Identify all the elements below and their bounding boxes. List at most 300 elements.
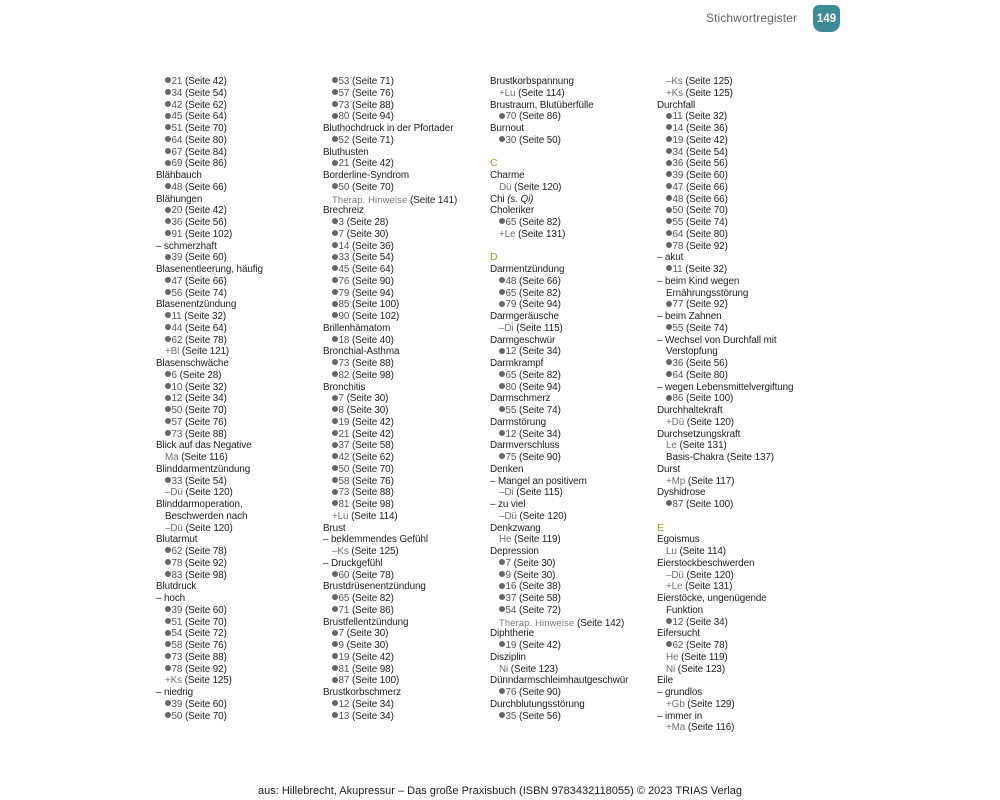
acupoint-bullet-icon <box>332 677 338 683</box>
page-reference: (Seite 119) <box>514 534 561 546</box>
acupoint-bullet-icon <box>165 254 171 260</box>
meridian-reference <box>490 323 657 335</box>
page-reference: (Seite 100) <box>685 499 734 510</box>
page-reference: (Seite 72) <box>518 604 561 616</box>
page-reference: (Seite 34) <box>518 346 561 358</box>
acupoint-reference <box>657 123 824 135</box>
meridian-reference <box>657 699 824 711</box>
index-subentry <box>490 499 657 511</box>
index-entry <box>323 382 490 394</box>
acupoint-number: 21 <box>171 76 183 87</box>
meridian-code: He <box>666 651 679 663</box>
acupoint-reference <box>657 640 824 652</box>
entry-term: Depression <box>490 546 539 557</box>
acupoint-number: 18 <box>338 334 350 346</box>
acupoint-bullet-icon <box>666 148 672 154</box>
acupoint-number: 90 <box>338 311 350 322</box>
meridian-reference <box>657 570 824 582</box>
page-reference: (Seite 86) <box>351 604 394 616</box>
index-entry <box>156 464 323 476</box>
entry-term: Dünndarmschleimhautgeschwür <box>490 675 629 687</box>
acupoint-bullet-icon <box>165 700 171 706</box>
acupoint-number: 39 <box>171 604 183 616</box>
entry-term: Darmentzündung <box>490 264 565 275</box>
index-entry-continuation <box>657 288 824 300</box>
meridian-reference <box>657 440 824 452</box>
index-entry <box>156 499 323 511</box>
page-reference: (Seite 64) <box>351 264 394 275</box>
acupoint-reference <box>323 570 490 582</box>
acupoint-bullet-icon <box>499 430 505 436</box>
meridian-reference <box>657 581 824 593</box>
entry-term: Eile <box>657 675 674 687</box>
index-entry <box>490 205 657 217</box>
index-entry <box>156 440 323 452</box>
page-reference: (Seite 64) <box>184 111 227 123</box>
page-reference: (Seite 30) <box>513 557 556 569</box>
acupoint-bullet-icon <box>332 571 338 577</box>
page-reference: (Seite 36) <box>685 123 728 134</box>
acupoint-bullet-icon <box>165 406 171 412</box>
meridian-reference <box>490 88 657 100</box>
section-letter: D <box>490 251 498 264</box>
acupoint-bullet-icon <box>165 547 171 553</box>
page-reference: (Seite 102) <box>184 228 233 240</box>
acupoint-number: 55 <box>672 322 684 334</box>
index-entry <box>490 335 657 347</box>
page-reference: (Seite 98) <box>184 569 227 581</box>
acupoint-bullet-icon <box>499 348 505 354</box>
acupoint-bullet-icon <box>165 630 171 636</box>
acupoint-bullet-icon <box>666 641 672 647</box>
meridian-code: Dü <box>499 181 512 193</box>
page-reference: (Seite 76) <box>351 475 394 487</box>
acupoint-reference <box>156 429 323 441</box>
acupoint-bullet-icon <box>165 665 171 671</box>
page-reference: (Seite 74) <box>685 322 728 334</box>
acupoint-reference <box>156 288 323 300</box>
acupoint-reference <box>657 617 824 629</box>
meridian-reference <box>323 511 490 523</box>
index-subentry <box>657 276 824 288</box>
acupoint-bullet-icon <box>332 336 338 342</box>
acupoint-bullet-icon <box>165 618 171 624</box>
page-reference: (Seite 90) <box>351 275 394 287</box>
acupoint-bullet-icon <box>332 430 338 436</box>
page-reference: (Seite 120) <box>686 569 734 581</box>
index-entry <box>156 194 323 206</box>
section-letter: C <box>490 157 498 170</box>
entry-term: Blähungen <box>156 193 203 205</box>
acupoint-bullet-icon <box>165 101 171 107</box>
acupoint-number: 76 <box>338 275 350 287</box>
page-reference: (Seite 76) <box>351 87 394 99</box>
acupoint-bullet-icon <box>332 160 338 166</box>
acupoint-bullet-icon <box>499 383 505 389</box>
acupoint-number: 80 <box>505 381 517 393</box>
index-entry <box>490 417 657 429</box>
page-reference: (Seite 119) <box>681 651 728 663</box>
acupoint-bullet-icon <box>165 430 171 436</box>
acupoint-bullet-icon <box>499 688 505 694</box>
acupoint-bullet-icon <box>666 265 672 271</box>
page-reference: (Seite 62) <box>351 452 394 463</box>
acupoint-number: 78 <box>672 240 684 252</box>
acupoint-bullet-icon <box>165 113 171 119</box>
acupoint-bullet-icon <box>165 653 171 659</box>
page-reference: (Seite 34) <box>685 616 728 628</box>
acupoint-number: 36 <box>672 358 684 369</box>
acupoint-bullet-icon <box>165 477 171 483</box>
acupoint-reference <box>490 370 657 382</box>
subentry-term: – wegen Lebensmittelvergiftung <box>657 381 794 393</box>
acupoint-reference <box>156 88 323 100</box>
page-reference: (Seite 88) <box>184 428 227 440</box>
page-reference: (Seite 70) <box>184 123 227 134</box>
acupoint-number: 50 <box>171 710 183 722</box>
meridian-reference <box>657 664 824 676</box>
page-reference: (Seite 28) <box>179 369 222 381</box>
acupoint-bullet-icon <box>499 559 505 565</box>
page-reference: (Seite 34) <box>351 698 394 710</box>
entry-term: Diphtherie <box>490 628 535 640</box>
index-entry <box>490 628 657 640</box>
acupoint-reference <box>156 229 323 241</box>
page-reference: (Seite 120) <box>185 522 233 534</box>
acupoint-bullet-icon <box>666 395 672 401</box>
acupoint-bullet-icon <box>165 712 171 718</box>
acupoint-number: 51 <box>171 616 183 628</box>
acupoint-number: 19 <box>505 640 517 651</box>
acupoint-reference <box>657 241 824 253</box>
acupoint-bullet-icon <box>666 324 672 330</box>
meridian-code: +Ks <box>666 87 683 99</box>
acupoint-number: 12 <box>672 616 684 628</box>
index-entry <box>323 123 490 135</box>
page-reference: (Seite 60) <box>184 698 227 710</box>
acupoint-bullet-icon <box>666 218 672 224</box>
page-reference: (Seite 76) <box>184 640 227 651</box>
acupoint-reference <box>657 217 824 229</box>
acupoint-reference <box>156 182 323 194</box>
acupoint-reference <box>490 687 657 699</box>
entry-term: Dyshidrose <box>657 487 706 499</box>
page-reference: (Seite 30) <box>346 628 389 640</box>
index-entry <box>156 299 323 311</box>
acupoint-reference <box>657 194 824 206</box>
meridian-reference <box>657 722 824 734</box>
acupoint-reference <box>156 252 323 264</box>
acupoint-reference <box>323 711 490 723</box>
page-reference: (Seite 92) <box>184 663 227 675</box>
index-subentry <box>657 335 824 347</box>
index-subentry <box>323 534 490 546</box>
entry-term: Bronchitis <box>323 381 366 393</box>
acupoint-reference <box>156 311 323 323</box>
acupoint-reference <box>490 429 657 441</box>
meridian-reference <box>156 346 323 358</box>
acupoint-number: 81 <box>338 663 350 675</box>
page-reference: (Seite 86) <box>518 111 561 123</box>
page-reference: (Seite 94) <box>518 299 561 311</box>
acupoint-number: 54 <box>171 628 183 640</box>
acupoint-reference <box>323 276 490 288</box>
entry-term: Denken <box>490 463 524 475</box>
acupoint-reference <box>323 370 490 382</box>
acupoint-bullet-icon <box>165 207 171 213</box>
page-reference: (Seite 78) <box>184 546 227 557</box>
meridian-code: –Ks <box>332 546 349 557</box>
page-reference: (Seite 88) <box>184 651 227 663</box>
index-column <box>490 76 657 722</box>
continuation-text: Beschwerden nach <box>165 510 248 522</box>
acupoint-bullet-icon <box>332 395 338 401</box>
acupoint-reference <box>323 252 490 264</box>
acupoint-reference <box>156 205 323 217</box>
acupoint-reference <box>490 711 657 723</box>
page-reference: (Seite 92) <box>685 240 728 252</box>
page-reference: (Seite 42) <box>351 428 394 440</box>
acupoint-bullet-icon <box>165 571 171 577</box>
acupoint-reference <box>156 652 323 664</box>
page-reference: (Seite 80) <box>184 134 227 146</box>
meridian-code: +Lu <box>499 87 516 99</box>
acupoint-number: 12 <box>171 393 183 405</box>
page-reference: (Seite 30) <box>346 640 389 651</box>
index-entry <box>657 534 824 546</box>
acupoint-number: 34 <box>672 146 684 158</box>
entry-term: Darmschmerz <box>490 393 551 405</box>
page-reference: (Seite 70) <box>351 463 394 475</box>
acupoint-reference <box>323 487 490 499</box>
acupoint-bullet-icon <box>332 489 338 495</box>
acupoint-number: 42 <box>338 452 350 463</box>
acupoint-bullet-icon <box>666 113 672 119</box>
acupoint-bullet-icon <box>165 136 171 142</box>
acupoint-reference <box>156 546 323 558</box>
letter-heading <box>490 252 657 264</box>
acupoint-reference <box>490 299 657 311</box>
page-reference: (Seite 116) <box>181 452 228 463</box>
meridian-code: –Di <box>499 322 514 334</box>
acupoint-reference <box>156 76 323 88</box>
acupoint-bullet-icon <box>165 641 171 647</box>
acupoint-bullet-icon <box>332 254 338 260</box>
index-entry <box>490 440 657 452</box>
page-reference: (Seite 117) <box>687 475 735 487</box>
subentry-term: – schmerzhaft <box>156 240 217 252</box>
index-subentry <box>156 593 323 605</box>
acupoint-number: 19 <box>672 134 684 146</box>
acupoint-number: 73 <box>171 428 183 440</box>
page-reference: (Seite 131) <box>685 581 733 593</box>
page-reference: (Seite 123) <box>510 663 559 675</box>
acupoint-number: 21 <box>338 428 350 440</box>
acupoint-reference <box>156 617 323 629</box>
acupoint-reference <box>323 640 490 652</box>
page-reference: (Seite 76) <box>184 416 227 428</box>
entry-term: Brustdrüsenentzündung <box>323 581 426 593</box>
entry-term: Blasenentzündung <box>156 299 237 311</box>
acupoint-reference <box>156 664 323 676</box>
acupoint-reference <box>490 570 657 582</box>
entry-term: Blick auf das Negative <box>156 440 252 452</box>
acupoint-bullet-icon <box>666 171 672 177</box>
acupoint-number: 91 <box>171 228 183 240</box>
meridian-reference <box>490 511 657 523</box>
entry-term: Blinddarmoperation, <box>156 499 243 510</box>
entry-term: Burnout <box>490 123 524 134</box>
acupoint-number: 3 <box>338 217 344 228</box>
page-reference: (Seite 125) <box>184 675 232 687</box>
acupoint-number: 45 <box>338 264 350 275</box>
acupoint-reference <box>490 558 657 570</box>
page-reference: (Seite 42) <box>685 134 728 146</box>
acupoint-reference <box>323 664 490 676</box>
meridian-reference <box>156 675 323 687</box>
acupoint-reference <box>490 111 657 123</box>
acupoint-number: 57 <box>171 416 183 428</box>
acupoint-reference <box>156 711 323 723</box>
page-reference: (Seite 50) <box>518 134 561 146</box>
acupoint-reference <box>323 288 490 300</box>
page-reference: (Seite 71) <box>351 134 394 146</box>
acupoint-reference <box>490 276 657 288</box>
entry-term: Blasenentleerung, häufig <box>156 264 263 275</box>
index-entry <box>490 194 657 206</box>
page-reference: (Seite 82) <box>518 369 561 381</box>
acupoint-number: 77 <box>672 299 684 311</box>
acupoint-number: 20 <box>171 205 183 217</box>
page-reference: (Seite 70) <box>685 205 728 217</box>
acupoint-reference <box>657 229 824 241</box>
index-entry <box>657 558 824 570</box>
spacer <box>657 511 824 523</box>
index-entry <box>490 123 657 135</box>
acupoint-reference <box>490 452 657 464</box>
index-entry <box>323 617 490 629</box>
therapy-reference <box>323 194 490 206</box>
page-reference: (Seite 80) <box>685 228 728 240</box>
acupoint-reference <box>323 76 490 88</box>
acupoint-bullet-icon <box>499 594 505 600</box>
acupoint-number: 48 <box>171 181 183 193</box>
entry-term: Chi <box>490 193 505 205</box>
page-reference: (Seite 58) <box>351 440 394 452</box>
acupoint-bullet-icon <box>499 406 505 412</box>
index-entry <box>490 76 657 88</box>
acupoint-reference <box>156 476 323 488</box>
acupoint-bullet-icon <box>332 418 338 424</box>
acupoint-number: 19 <box>338 416 350 428</box>
page-reference: (Seite 94) <box>351 287 394 299</box>
acupoint-bullet-icon <box>332 477 338 483</box>
acupoint-reference <box>156 605 323 617</box>
index-entry <box>657 429 824 441</box>
acupoint-reference <box>323 158 490 170</box>
acupoint-number: 14 <box>338 240 350 252</box>
meridian-code: +Le <box>499 228 516 240</box>
index-entry <box>156 358 323 370</box>
meridian-code: +Ma <box>666 722 686 734</box>
acupoint-bullet-icon <box>332 594 338 600</box>
page-reference: (Seite 66) <box>184 275 227 287</box>
entry-term: Blutdruck <box>156 581 197 593</box>
acupoint-bullet-icon <box>666 371 672 377</box>
acupoint-bullet-icon <box>332 359 338 365</box>
acupoint-bullet-icon <box>332 89 338 95</box>
acupoint-number: 50 <box>171 405 183 416</box>
acupoint-reference <box>490 382 657 394</box>
acupoint-number: 8 <box>338 405 344 416</box>
acupoint-reference <box>323 135 490 147</box>
acupoint-number: 33 <box>171 475 183 487</box>
acupoint-reference <box>156 570 323 582</box>
acupoint-reference <box>156 370 323 382</box>
acupoint-reference <box>156 628 323 640</box>
meridian-code: Lu <box>666 546 677 557</box>
meridian-reference <box>156 487 323 499</box>
acupoint-bullet-icon <box>332 289 338 295</box>
acupoint-bullet-icon <box>499 571 505 577</box>
acupoint-reference <box>323 499 490 511</box>
acupoint-number: 87 <box>672 499 684 510</box>
acupoint-reference <box>490 640 657 652</box>
index-entry-continuation <box>657 605 824 617</box>
acupoint-number: 53 <box>338 76 350 87</box>
page-reference: (Seite 70) <box>184 405 227 416</box>
page-reference: (Seite 78) <box>351 569 394 581</box>
acupoint-number: 70 <box>505 111 517 123</box>
acupoint-number: 65 <box>505 369 517 381</box>
acupoint-reference <box>323 652 490 664</box>
acupoint-number: 73 <box>338 99 350 111</box>
subentry-term: – Mangel an positivem <box>490 475 587 487</box>
page-reference: (Seite 62) <box>184 99 227 111</box>
acupoint-bullet-icon <box>165 160 171 166</box>
page-reference: (Seite 42) <box>184 205 227 217</box>
acupoint-number: 79 <box>338 287 350 299</box>
index-entry-continuation <box>156 511 323 523</box>
acupoint-number: 76 <box>505 687 517 698</box>
acupoint-reference <box>323 241 490 253</box>
acupoint-bullet-icon <box>666 618 672 624</box>
acupoint-reference <box>323 699 490 711</box>
acupoint-bullet-icon <box>332 406 338 412</box>
meridian-code: –Dü <box>499 510 517 522</box>
acupoint-reference <box>156 393 323 405</box>
page-reference: (Seite 71) <box>351 76 394 87</box>
acupoint-reference <box>156 100 323 112</box>
page-reference: (Seite 82) <box>518 287 561 299</box>
acupoint-number: 45 <box>171 111 183 123</box>
index-subentry <box>323 558 490 570</box>
acupoint-bullet-icon <box>332 218 338 224</box>
index-entry <box>490 523 657 535</box>
entry-term: Choleriker <box>490 205 535 217</box>
page-reference: (Seite 56) <box>685 158 728 170</box>
acupoint-number: 34 <box>171 87 183 99</box>
acupoint-number: 47 <box>672 181 684 193</box>
meridian-reference <box>657 76 824 88</box>
acupoint-reference <box>156 158 323 170</box>
acupoint-bullet-icon <box>332 301 338 307</box>
entry-term: Brust <box>323 522 346 534</box>
index-subentry <box>657 252 824 264</box>
meridian-code: +Dü <box>666 416 685 428</box>
index-entry <box>323 323 490 335</box>
acupoint-number: 64 <box>672 228 684 240</box>
